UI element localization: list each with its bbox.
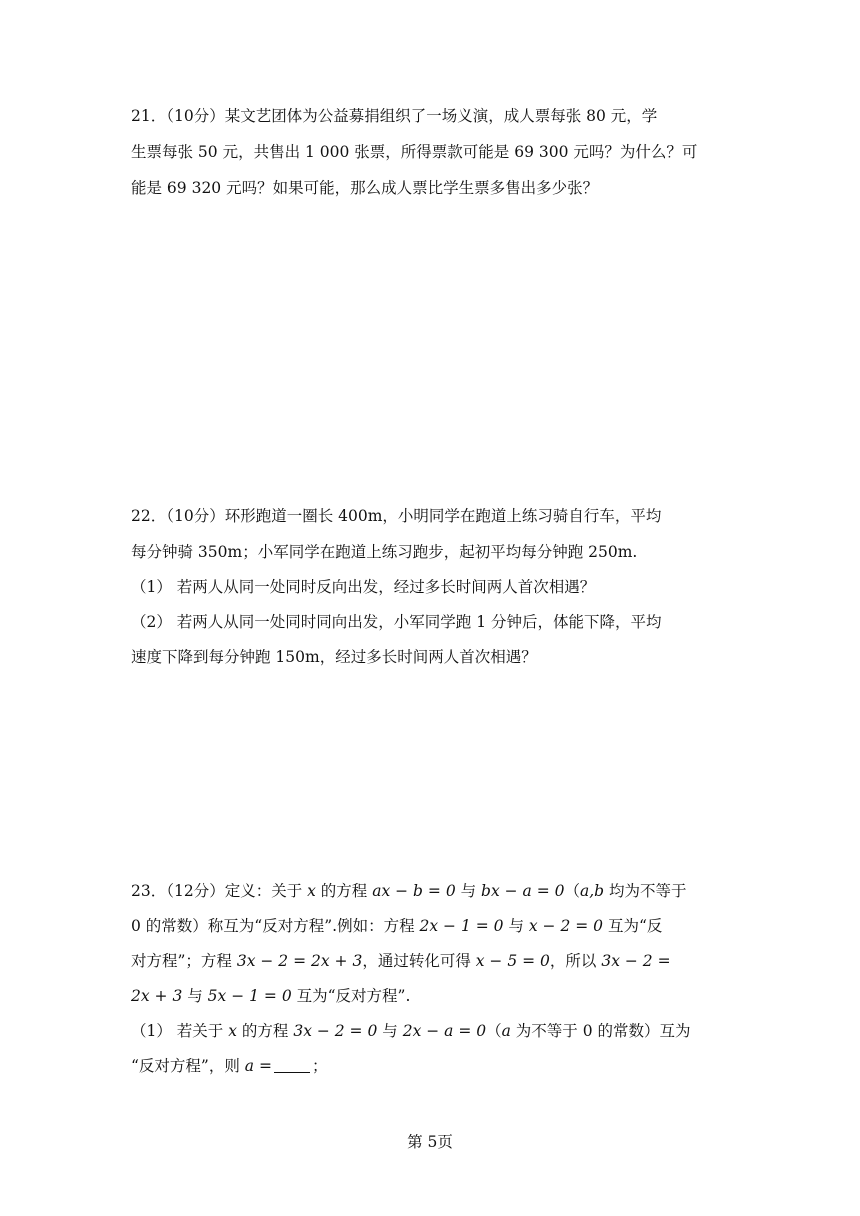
math: a [501, 1022, 511, 1040]
math: 2x + 3 [131, 987, 183, 1005]
q23-line-2: 0 的常数）称互为“反对方程”.例如：方程 2x − 1 = 0 与 x − 2 = 0 互为“反 [131, 917, 663, 935]
math: 2x − 1 = 0 [419, 917, 504, 935]
math: 3x − 2 = 2x + 3 [236, 952, 363, 970]
math: 5x − 1 = 0 [207, 987, 292, 1005]
math: 3x − 2 = [601, 952, 671, 970]
q21-line-2: 生票每张 50 元，共售出 1 000 张票，所得票款可能是 69 300 元吗？为什么？可 [131, 143, 698, 161]
math: x [228, 1022, 237, 1040]
math: 3x − 2 = 0 [293, 1022, 378, 1040]
answer-blank[interactable] [274, 1056, 310, 1073]
math: x − 5 = 0 [475, 952, 550, 970]
math: x [307, 882, 316, 900]
q23-line-4: 2x + 3 与 5x − 1 = 0 互为“反对方程”. [131, 987, 411, 1005]
q22-part-2-line-1: （2） 若两人从同一处同时同向出发，小军同学跑 1 分钟后，体能下降，平均 [131, 613, 662, 631]
q23-line-1: 23．（12分）定义：关于 x 的方程 ax − b = 0 与 bx − a = 0（a,b 均为不等于 [131, 882, 687, 900]
page-number: 第 5页 [407, 1133, 453, 1151]
q23-part-1-line-1: （1） 若关于 x 的方程 3x − 2 = 0 与 2x − a = 0（a 为不等于 0 的常数）互为 [131, 1022, 691, 1040]
q22-part-1: （1） 若两人从同一处同时反向出发，经过多长时间两人首次相遇？ [131, 578, 596, 596]
q21-line-3: 能是 69 320 元吗？如果可能，那么成人票比学生票多售出多少张？ [131, 179, 599, 197]
q23-line-3: 对方程”；方程 3x − 2 = 2x + 3，通过转化可得 x − 5 = 0，所以 3x − 2 = [131, 952, 671, 970]
q22-line-2: 每分钟骑 350m；小军同学在跑道上练习跑步，起初平均每分钟跑 250m. [131, 543, 638, 561]
q23-part-1-line-2: “反对方程”，则 a = ； [131, 1057, 328, 1075]
math: a,b [580, 882, 605, 900]
math: 2x − a = 0 [402, 1022, 487, 1040]
math: bx − a = 0 [481, 882, 565, 900]
q22-line-1: 22．（10分）环形跑道一圈长 400m，小明同学在跑道上练习骑自行车，平均 [131, 507, 662, 525]
math: x − 2 = 0 [528, 917, 604, 935]
math: a = [244, 1057, 272, 1075]
q21-line-1: 21．（10分）某文艺团体为公益募捐组织了一场义演，成人票每张 80 元，学 [131, 107, 658, 125]
q22-part-2-line-2: 速度下降到每分钟跑 150m，经过多长时间两人首次相遇？ [131, 648, 537, 666]
math: ax − b = 0 [372, 882, 456, 900]
